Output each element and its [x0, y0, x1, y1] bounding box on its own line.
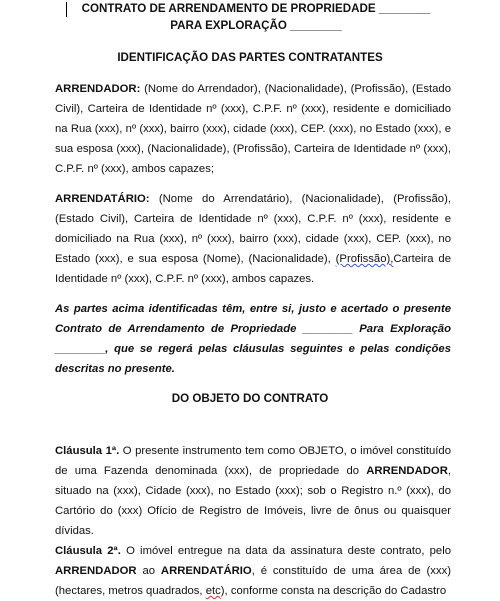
clause-1-text: O presente instrumento tem como OBJETO, o imóvel constituído de uma Fazenda denominada (xxx), de propriedade do [55, 445, 452, 477]
preamble-paragraph: As partes acima identificadas têm, entre si, justo e acertado o presente Contrato de Arrendamento de Propriedade ________ Para Exploração ________, que se regerá pelas cláusulas seguintes e pelas condições descritas no presente. [55, 303, 451, 375]
clause-1-arrendador: ARRENDADOR [366, 465, 448, 477]
grammar-flagged-text[interactable]: (Profissão), [335, 253, 394, 265]
arrendatario-text: (Nome do Arrendatário), (Nacionalidade), (Profissão), (Estado Civil), Carteira de Identidade nº (xxx), C.P.F. nº (xxx), residente e domiciliado na Rua (xxx), nº (xxx), bairro (xxx), cidade (xxx), CEP. (xxx), no Estado (xxx), e sua esposa (Nome), (Nacionalidade), [55, 193, 451, 265]
clause-2-label: Cláusula 2ª. [55, 545, 121, 557]
arrendador-text: (Nome do Arrendador), (Nacionalidade), (Profissão), (Estado Civil), Carteira de Identidade nº (xxx), C.P.F. nº (xxx), residente e domiciliado na Rua (xxx), nº (xxx), bairro (xxx), cidade (xxx), CEP. (xxx), no Estado (xxx), e sua esposa (xxx), (Nacionalidade), (Profissão), Carteira de Identidade nº (xxx), C.P.F. nº (xxx), ambos capazes; [55, 83, 451, 175]
clause-1-label: Cláusula 1ª. [55, 445, 120, 457]
clause-2-text-area: , é constituído de uma área de (xxx) (hectares, metros quadrados, [55, 565, 452, 597]
spelling-flagged-text[interactable]: etc [205, 585, 221, 597]
section-heading-object: DO OBJETO DO CONTRATO [171, 392, 329, 405]
arrendatario-label: ARRENDATÁRIO: [55, 193, 150, 205]
paragraph-arrendador [55, 79, 451, 179]
clause-2-arrendador: ARRENDADOR [55, 565, 137, 577]
section-heading-parties: IDENTIFICAÇÃO DAS PARTES CONTRATANTES [117, 51, 383, 64]
clause-2-text-mid: ao [136, 565, 161, 577]
clause-2-text: O imóvel entregue na data da assinatura deste contrato, pelo [120, 545, 452, 557]
clause-1-paragraph [55, 441, 451, 541]
contract-title: CONTRATO DE ARRENDAMENTO DE PROPRIEDADE ________ PARA EXPLORAÇÃO ________ [81, 2, 431, 32]
clause-2-arrendatario: ARRENDATÁRIO [160, 565, 252, 577]
clause-1-text-end: , situado na (xxx), Cidade (xxx), no Estado (xxx); sob o Registro n.º (xxx), do Cartório do (xxx) Ofício de Registro de Imóveis, livre de ônus ou quaisquer dívidas. [55, 465, 451, 537]
arrendador-label: ARRENDADOR: [55, 83, 141, 95]
paragraph-arrendatario [55, 189, 451, 289]
arrendatario-text-end: Carteira de Identidade nº (xxx), C.P.F. nº (xxx), ambos capazes. [55, 253, 451, 285]
clause-2-text-end: ), conforme consta na descrição do Cadastro [220, 585, 447, 597]
clause-2-paragraph [55, 541, 451, 601]
